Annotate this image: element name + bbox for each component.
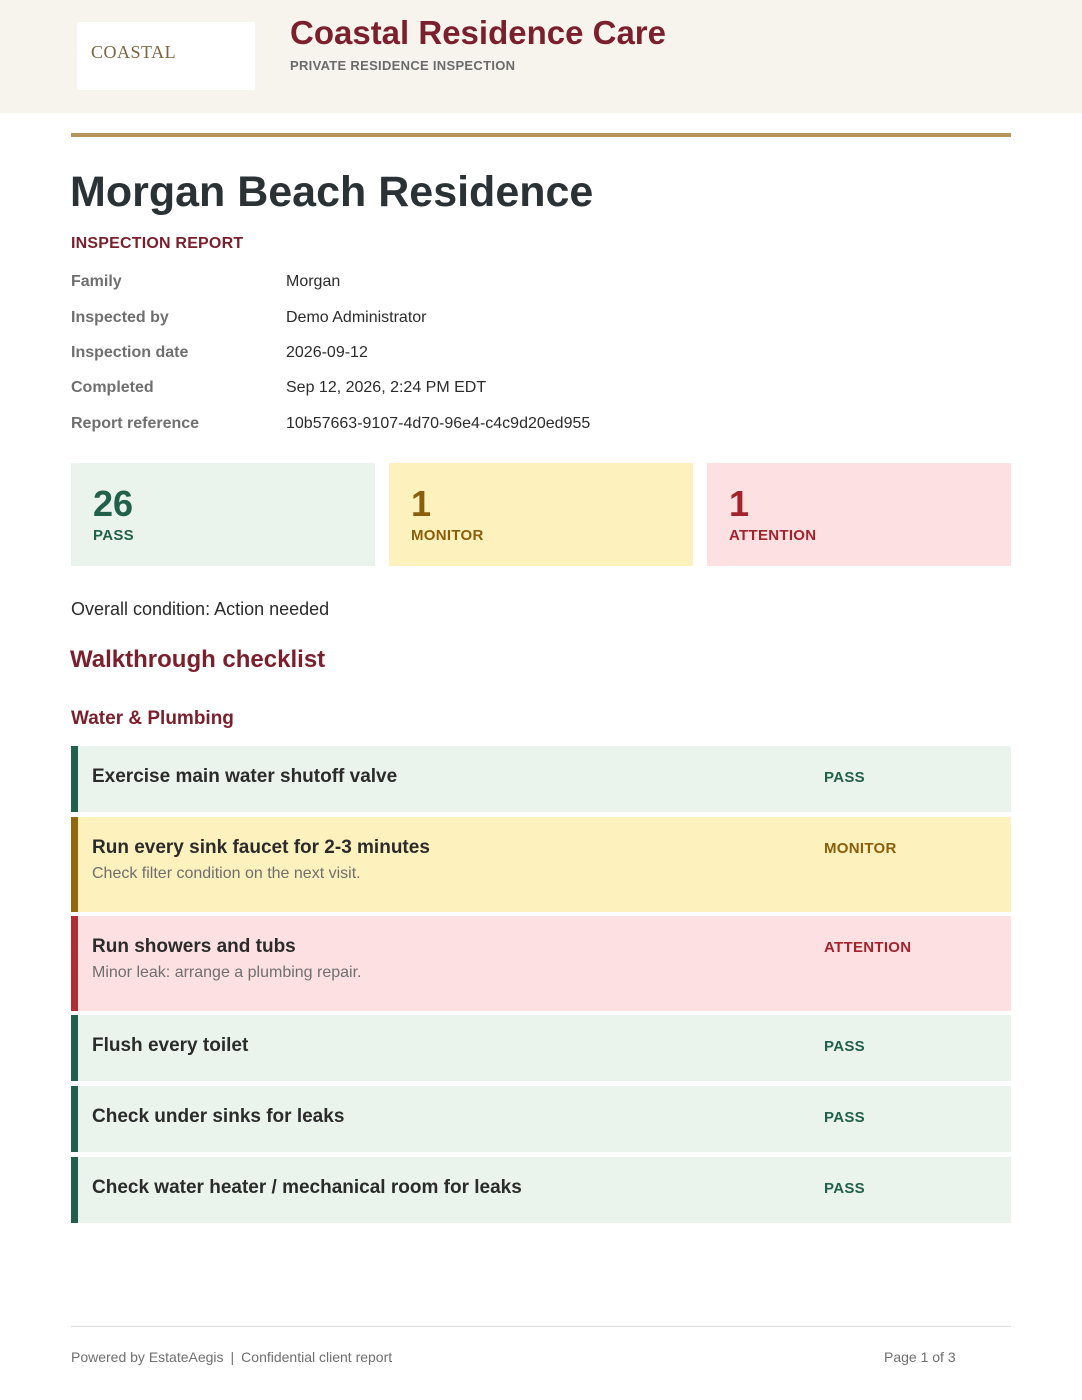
checklist-item-name: Run every sink faucet for 2-3 minutes <box>92 837 430 858</box>
attention-label: ATTENTION <box>729 527 817 544</box>
summary-card-attention <box>707 463 1011 566</box>
checklist-item-status: PASS <box>824 769 865 786</box>
attention-count: 1 <box>729 483 750 524</box>
brand-name: Coastal Residence Care <box>290 14 667 51</box>
pass-label: PASS <box>93 527 134 544</box>
page-title: Morgan Beach Residence <box>70 168 594 216</box>
checklist-item <box>71 916 1011 1011</box>
brand-logo <box>77 22 255 90</box>
checklist-item <box>71 1086 1011 1152</box>
footer-separator: | <box>230 1349 235 1365</box>
meta-label: Inspection date <box>71 344 189 361</box>
meta-row-family <box>71 273 971 297</box>
checklist-item-status: MONITOR <box>824 840 897 857</box>
checklist-group-title: Water & Plumbing <box>71 708 234 729</box>
checklist-item-name: Check under sinks for leaks <box>92 1106 345 1127</box>
meta-value: Sep 12, 2026, 2:24 PM EDT <box>286 379 487 396</box>
checklist-item <box>71 1015 1011 1081</box>
overall-condition: Overall condition: Action needed <box>71 599 330 619</box>
checklist-item-name: Check water heater / mechanical room for leaks <box>92 1177 522 1198</box>
footer-confidential: Confidential client report <box>241 1349 393 1365</box>
meta-label: Report reference <box>71 415 200 432</box>
checklist-item-note: Check filter condition on the next visit. <box>92 865 361 882</box>
checklist-item-name: Exercise main water shutoff valve <box>92 766 398 787</box>
meta-label: Family <box>71 273 122 290</box>
footer-powered-by: Powered by EstateAegis <box>71 1349 224 1365</box>
checklist-item <box>71 1157 1011 1223</box>
checklist-item-status: ATTENTION <box>824 939 912 956</box>
pass-count: 26 <box>93 483 134 524</box>
logo-text: COASTAL <box>91 42 177 62</box>
footer-divider <box>71 1326 1011 1327</box>
header-divider <box>71 133 1011 137</box>
checklist-item-name: Flush every toilet <box>92 1035 249 1056</box>
summary-card-monitor <box>389 463 693 566</box>
checklist-item-status: PASS <box>824 1038 865 1055</box>
checklist-item <box>71 746 1011 812</box>
footer-left <box>71 1349 392 1365</box>
page-number: Page 1 of 3 <box>884 1349 956 1365</box>
report-kind-label: INSPECTION REPORT <box>71 235 244 252</box>
meta-row-report-reference <box>71 415 971 439</box>
monitor-label: MONITOR <box>411 527 484 544</box>
meta-value: 2026-09-12 <box>286 344 368 361</box>
meta-row-completed <box>71 379 971 403</box>
checklist-item-status: PASS <box>824 1109 865 1126</box>
meta-label: Completed <box>71 379 154 396</box>
meta-row-inspected-by <box>71 309 971 333</box>
summary-card-pass <box>71 463 375 566</box>
report-header <box>0 0 1082 113</box>
meta-value: Morgan <box>286 273 341 290</box>
checklist-item-status: PASS <box>824 1180 865 1197</box>
meta-label: Inspected by <box>71 309 169 326</box>
meta-value: 10b57663-9107-4d70-96e4-c4c9d20ed955 <box>286 415 591 432</box>
checklist-title: Walkthrough checklist <box>70 646 326 673</box>
meta-value: Demo Administrator <box>286 309 427 326</box>
checklist-item-name: Run showers and tubs <box>92 936 296 957</box>
checklist-item-note: Minor leak: arrange a plumbing repair. <box>92 964 362 981</box>
brand-subtitle: PRIVATE RESIDENCE INSPECTION <box>290 58 516 73</box>
meta-row-inspection-date <box>71 344 971 368</box>
checklist-item <box>71 817 1011 912</box>
monitor-count: 1 <box>411 483 432 524</box>
